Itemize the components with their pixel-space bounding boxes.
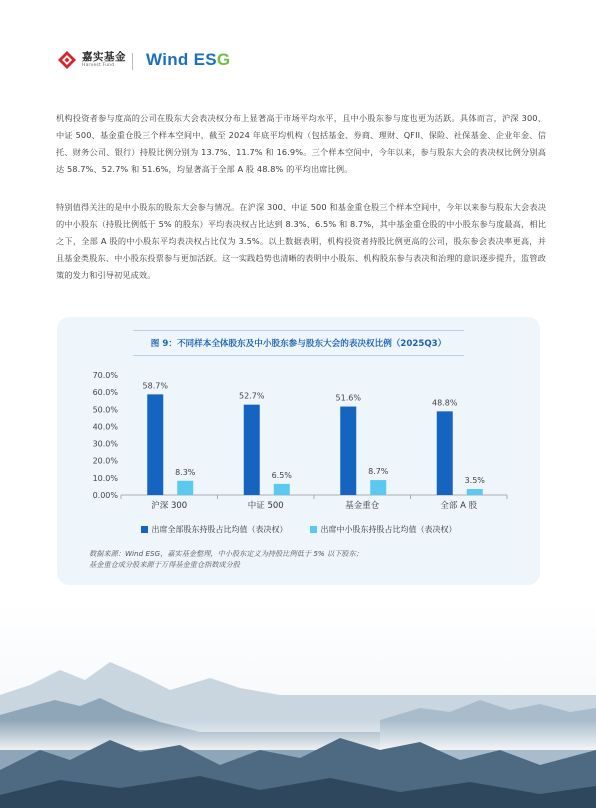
brand-name: 嘉实基金 — [82, 50, 126, 63]
bar-all-shareholders — [437, 411, 453, 495]
wind-esg-logo-main: Wind ES — [146, 50, 217, 69]
legend-label-all: 出席全部股东持股占比均值（表决权） — [151, 525, 288, 534]
legend-swatch-minority — [310, 526, 317, 533]
legend-label-minority: 出席中小股东持股占比均值（表决权） — [320, 525, 457, 534]
bar-value-label: 3.5% — [464, 476, 485, 485]
y-tick-label: 10.0% — [92, 473, 118, 483]
chart-legend — [57, 524, 540, 535]
y-tick-label: 30.0% — [92, 439, 118, 449]
mountain-landscape-image — [0, 600, 596, 808]
bar-value-label: 58.7% — [142, 381, 168, 391]
figure-source — [89, 548, 509, 570]
wind-esg-logo-accent: G — [216, 50, 231, 69]
brand-sub: Harvest Fund — [82, 62, 115, 68]
paragraph-1: 机构投资者参与度高的公司在股东大会表决权分布上显著高于市场平均水平，且中小股东参与度也更为活跃。具体而言，沪深 300、中证 500、基金重仓股三个样本空间中，截至 2024 年底平均机构（包括基金、券商、理财、QFII、保险、社保基金、企业年金、信托、财务公司、银行）持股比例分别为 13.7%、11.7% 和 16.9%。三个样本空间中，今年以来，参与股东大会的表决权比例分别高达 58.7%、52.7% 和 51.6%，均显著高于全部 A 股 48.8% 的平均出席比例。 — [56, 113, 546, 174]
y-tick-label: 70.0% — [92, 371, 118, 380]
y-tick-label: 0.00% — [92, 491, 118, 500]
bar-value-label: 8.7% — [368, 467, 389, 477]
bar-minority-shareholders — [467, 489, 483, 495]
legend-item-all-shareholders — [141, 524, 288, 535]
bar-value-label: 8.3% — [175, 467, 196, 477]
bar-value-label: 6.5% — [271, 470, 292, 480]
x-tick-label: 全部 A 股 — [440, 501, 478, 511]
bar-value-label: 52.7% — [239, 391, 265, 401]
y-tick-label: 60.0% — [92, 388, 118, 398]
legend-item-minority-shareholders — [310, 524, 457, 535]
bar-minority-shareholders — [177, 481, 193, 495]
bar-all-shareholders — [244, 405, 260, 495]
y-tick-label: 50.0% — [92, 405, 118, 415]
bar-chart — [57, 317, 540, 522]
bar-minority-shareholders — [370, 480, 386, 495]
bar-value-label: 48.8% — [432, 398, 458, 408]
harvest-fund-logo — [57, 50, 126, 70]
y-tick-label: 20.0% — [92, 456, 118, 466]
bar-value-label: 51.6% — [335, 393, 361, 403]
figure-card — [57, 317, 540, 585]
logo-divider — [132, 53, 133, 70]
y-tick-label: 40.0% — [92, 422, 118, 432]
harvest-logo-icon — [57, 50, 77, 70]
x-tick-label: 基金重仓 — [345, 501, 380, 511]
legend-swatch-all — [141, 526, 148, 533]
bar-all-shareholders — [147, 394, 163, 495]
paragraph-2: 特别值得关注的是中小股东的股东大会参与情况。在沪深 300、中证 500 和基金重仓股三个样本空间中，今年以来参与股东大会表决的中小股东（持股比例低于 5% 的股东）平均表决权占比达到 8.3%、6.5% 和 8.7%，其中基金重仓股的中小股东参与度最高，相比之下，全部 A 股的中小股东平均表决权占比仅为 3.5%。以上数据表明，机构投资者持股比例更高的公司，股东参会表决率更高，并且基金类股东、中小股东投票参与更加活跃。这一实践趋势也清晰的表明中小股东、机构股东参与表决和治理的意识逐步提升，监管政策的发力和引导初见成效。 — [56, 202, 546, 280]
page-header — [0, 0, 596, 80]
figure-title: 图 9：不同样本全体股东及中小股东参与股东大会的表决权比例（2025Q3） — [150, 339, 447, 349]
bar-all-shareholders — [340, 407, 356, 495]
x-tick-label: 中证 500 — [247, 501, 284, 511]
bar-minority-shareholders — [274, 484, 290, 495]
wind-esg-logo — [146, 50, 230, 70]
source-line-2: 基金重仓成分股来源于万得基金重仓指数成分股 — [89, 560, 240, 569]
source-line-1: 数据来源：Wind ESG，嘉实基金整理，中小股东定义为持股比例低于 5% 以下股东； — [89, 549, 363, 558]
x-tick-label: 沪深 300 — [151, 501, 188, 511]
